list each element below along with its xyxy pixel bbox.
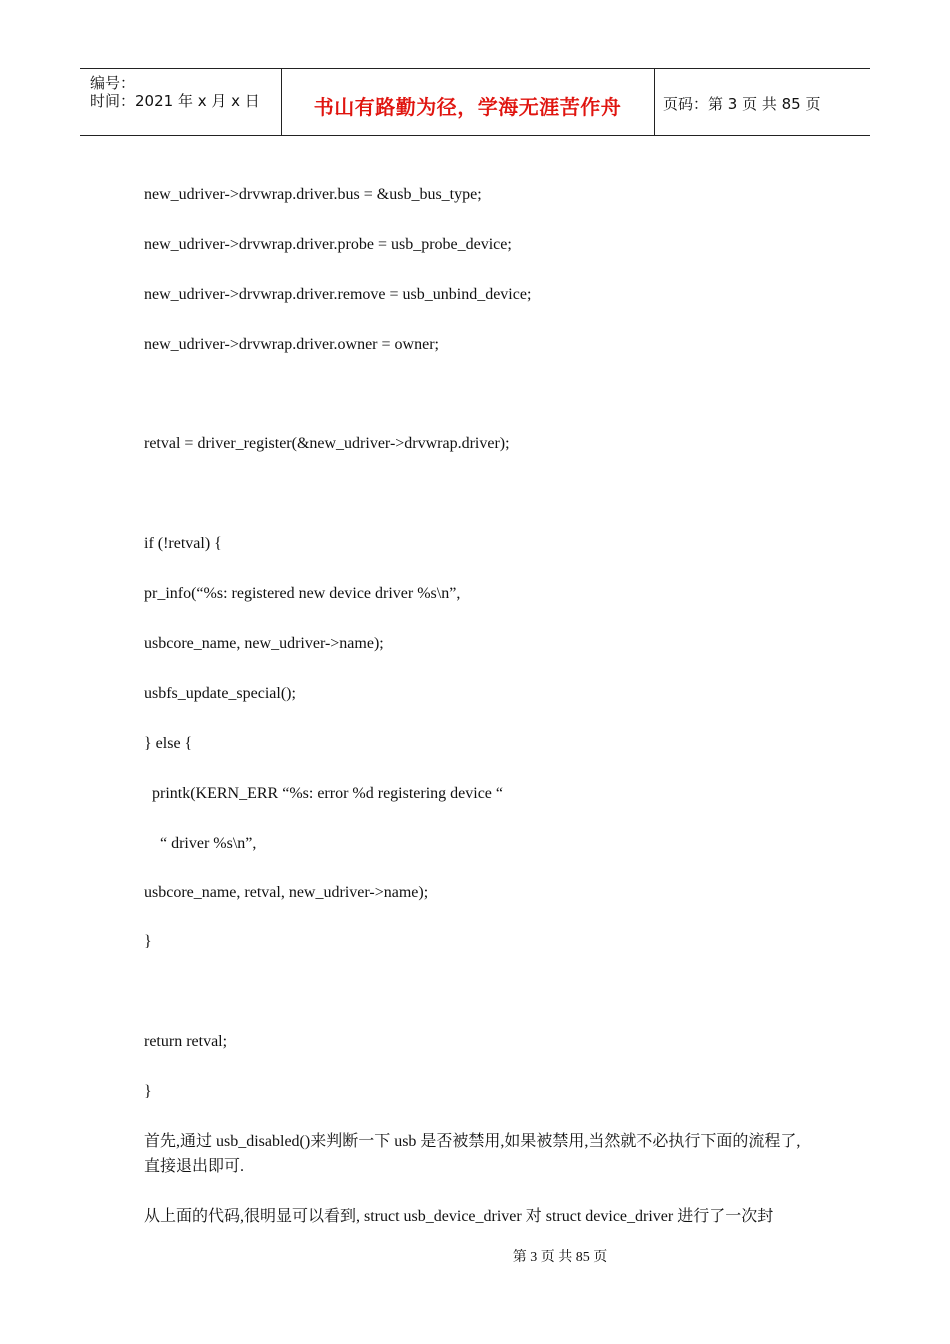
code-line: new_udriver->drvwrap.driver.probe = usb_probe_device; bbox=[144, 236, 512, 253]
code-line: if (!retval) { bbox=[144, 535, 222, 552]
code-line: new_udriver->drvwrap.driver.remove = usb_unbind_device; bbox=[144, 286, 532, 303]
code-line: return retval; bbox=[144, 1033, 228, 1050]
body-paragraph: 首先,通过 usb_disabled()来判断一下 usb 是否被禁用,如果被禁用,当然就不必执行下面的流程了,直接退出即可. bbox=[144, 1133, 801, 1175]
code-line: “ driver %s\n”, bbox=[144, 835, 257, 852]
document-number-label: 编号： bbox=[90, 74, 136, 92]
code-line: new_udriver->drvwrap.driver.owner = owner; bbox=[144, 336, 439, 353]
header-page-info: 页码：第 3 页 共 85 页 bbox=[663, 95, 821, 113]
code-line: pr_info(“%s: registered new device driver %s\n”, bbox=[144, 585, 461, 602]
code-line: usbcore_name, retval, new_udriver->name); bbox=[144, 884, 429, 901]
page-header bbox=[80, 68, 870, 136]
document-date-label: 时间：2021 年 x 月 x 日 bbox=[90, 92, 260, 110]
code-line: retval = driver_register(&new_udriver->drvwrap.driver); bbox=[144, 435, 510, 452]
code-line: } bbox=[144, 933, 152, 950]
code-line: usbcore_name, new_udriver->name); bbox=[144, 635, 384, 652]
header-motto-cell bbox=[281, 69, 655, 135]
code-line: new_udriver->drvwrap.driver.bus = &usb_bus_type; bbox=[144, 186, 482, 203]
body-paragraph: 从上面的代码,很明显可以看到, struct usb_device_driver 对 struct device_driver 进行了一次封 bbox=[144, 1208, 774, 1225]
code-line: usbfs_update_special(); bbox=[144, 685, 296, 702]
header-page-cell bbox=[655, 69, 870, 135]
code-line: } bbox=[144, 1083, 152, 1100]
page-footer: 第 3 页 共 85 页 bbox=[512, 1250, 608, 1265]
code-line: printk(KERN_ERR “%s: error %d registering device “ bbox=[144, 785, 504, 802]
code-line: } else { bbox=[144, 735, 193, 752]
header-motto: 书山有路勤为径，学海无涯苦作舟 bbox=[313, 95, 622, 119]
header-info-cell bbox=[80, 69, 282, 135]
